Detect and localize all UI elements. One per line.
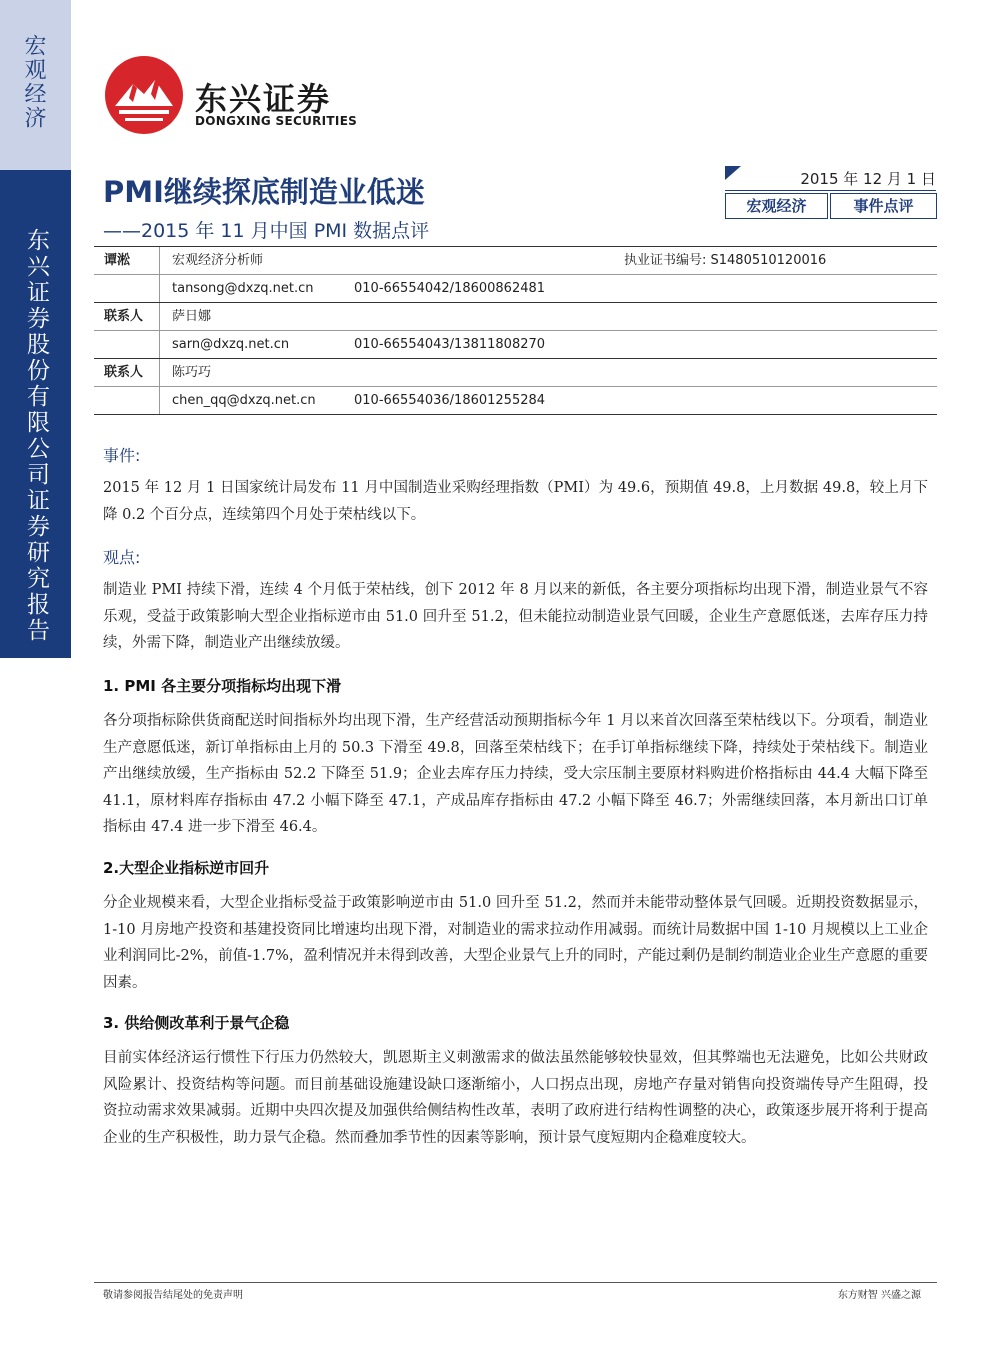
contact2-label: 联系人 — [94, 359, 160, 386]
section-heading-2: 2.大型企业指标逆市回升 — [103, 859, 270, 877]
analyst-name: 谭淞 — [94, 247, 160, 274]
section-paragraph-1: 各分项指标除供货商配送时间指标外均出现下滑，生产经营活动预期指标今年 1 月以来首次回落至荣枯线以下。分项看，制造业生产意愿低迷，新订单指标由上月的 50.3 下滑至 49.8，回落至荣枯线下；在手订单指标继续下降，持续处于荣枯线下。制造业产出继续放缓，生产指标由 52.2 下降至 51.9；企业去库存压力持续，受大宗压制主要原材料购进价格指标由 44.4 大幅下降至 41.1，原材料库存指标由 47.2 小幅下降至 47.1，产成品库存指标由 47.2 小幅下降至 46.7；外需继续回落，本月新出口订单指标由 47.4 进一步下滑至 46.4。 — [103, 713, 928, 835]
contact-row — [94, 387, 937, 414]
cell-spacer — [94, 331, 160, 358]
triangle-marker-icon — [725, 166, 741, 180]
sidebar-company-panel — [0, 170, 71, 658]
contact-row — [94, 275, 937, 303]
footer-divider — [94, 1282, 937, 1283]
view-label: 观点: — [103, 548, 141, 567]
tag-event-review: 事件点评 — [830, 193, 937, 219]
contact-row — [94, 331, 937, 359]
contact-row — [94, 303, 937, 331]
report-title: PMI继续探底制造业低迷 — [103, 175, 425, 209]
analyst-phone: 010-66554042/18600862481 — [354, 281, 546, 296]
dongxing-logo-icon — [103, 54, 185, 136]
event-paragraph: 2015 年 12 月 1 日国家统计局发布 11 月中国制造业采购经理指数（PMI）为 49.6，预期值 49.8，上月数据 49.8，较上月下降 0.2 个百分点，连续第四个月处于荣枯线以下。 — [103, 480, 928, 523]
sidebar-category-panel — [0, 0, 71, 170]
footer-slogan: 东方财智 兴盛之源 — [837, 1290, 921, 1301]
section-heading-3: 3. 供给侧改革利于景气企稳 — [103, 1014, 290, 1032]
contact1-label: 联系人 — [94, 303, 160, 330]
brand-name-en: DONGXING SECURITIES — [195, 114, 358, 128]
analyst-cert-number: 执业证书编号: S1480510120016 — [624, 253, 827, 268]
section-paragraph-3: 目前实体经济运行惯性下行压力仍然较大，凯恩斯主义刺激需求的做法虽然能够较快显效，但其弊端也无法避免，比如公共财政风险累计、投资结构等问题。而目前基础设施建设缺口逐渐缩小，人口拐点出现，房地产存量对销售向投资端传导产生阻碍，投资拉动需求效果减弱。近期中央四次提及加强供给侧结构性改革，表明了政府进行结构性调整的决心，政策逐步展开将利于提高企业的生产积极性，助力景气企稳。然而叠加季节性的因素等影响，预计景气度短期内企稳难度较大。 — [103, 1050, 928, 1146]
tag-macro-economy: 宏观经济 — [725, 193, 828, 219]
contact1-name: 萨日娜 — [172, 309, 212, 324]
view-paragraph: 制造业 PMI 持续下滑，连续 4 个月低于荣枯线，创下 2012 年 8 月以来的新低，各主要分项指标均出现下滑，制造业景气不容乐观，受益于政策影响大型企业指标逆市由 51.0 回升至 51.2，但未能拉动制造业景气回暖，企业生产意愿低迷，去库存压力持续，外需下降，制造业产出继续放缓。 — [103, 582, 928, 651]
contact-row — [94, 247, 937, 275]
section-paragraph-2: 分企业规模来看，大型企业指标受益于政策影响逆市由 51.0 回升至 51.2，然而并未能带动整体景气回暖。近期投资数据显示，1-10 月房地产投资和基建投资同比增速均出现下滑，对制造业的需求拉动作用减弱。而统计局数据中国 1-10 月规模以上工业企业利润同比-2%，前值-1.7%，盈利情况并未得到改善，大型企业景气上升的同时，产能过剩仍是制约制造业企业生产意愿的重要因素。 — [103, 895, 928, 991]
analyst-email[interactable]: tansong@dxzq.net.cn — [172, 281, 314, 296]
contact-table — [94, 246, 937, 415]
section-heading-1: 1. PMI 各主要分项指标均出现下滑 — [103, 677, 342, 695]
report-date: 2015 年 12 月 1 日 — [800, 170, 936, 188]
footer-disclaimer: 敬请参阅报告结尾处的免责声明 — [103, 1290, 243, 1301]
sidebar-company-label: 东兴证券股份有限公司证券研究报告 — [23, 228, 49, 644]
report-subtitle: ——2015 年 11 月中国 PMI 数据点评 — [103, 220, 430, 242]
analyst-title: 宏观经济分析师 — [172, 253, 264, 268]
contact2-phone: 010-66554036/18601255284 — [354, 393, 546, 408]
date-box — [725, 166, 936, 191]
event-label: 事件: — [103, 446, 141, 465]
cell-spacer — [94, 275, 160, 302]
contact2-email[interactable]: chen_qq@dxzq.net.cn — [172, 393, 316, 408]
contact-row — [94, 359, 937, 387]
contact1-phone: 010-66554043/13811808270 — [354, 337, 546, 352]
sidebar-category-label: 宏观经济 — [21, 34, 46, 130]
contact2-name: 陈巧巧 — [172, 365, 212, 380]
contact1-email[interactable]: sarn@dxzq.net.cn — [172, 337, 290, 352]
cell-spacer — [94, 387, 160, 414]
brand-name-cn: 东兴证券 — [195, 80, 332, 118]
